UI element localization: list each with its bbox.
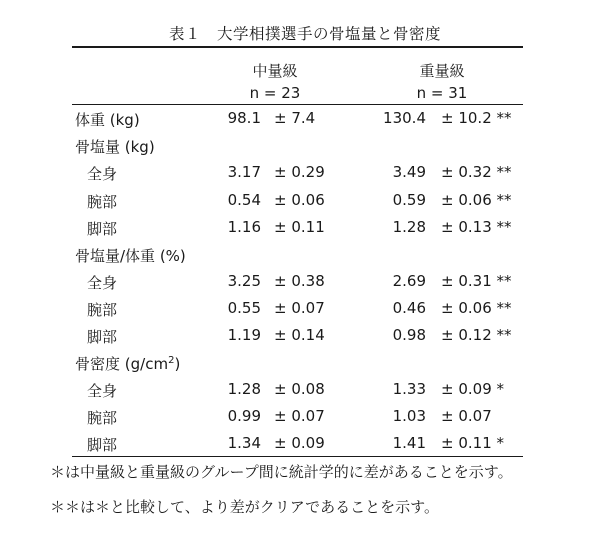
table-row <box>0 109 610 133</box>
sd-heavyweight: ± 0.07 <box>441 407 492 425</box>
mean-middleweight: 0.55 <box>227 299 261 317</box>
mean-middleweight: 1.16 <box>227 218 261 236</box>
table-row <box>0 218 610 242</box>
row-sublabel <box>87 191 117 212</box>
mean-middleweight: 3.25 <box>227 272 261 290</box>
mean-middleweight: 1.34 <box>227 434 261 452</box>
row-label-text: 全身 <box>87 382 118 400</box>
row-sublabel <box>87 218 117 239</box>
mean-heavyweight: 0.98 <box>392 326 426 344</box>
table-row <box>0 407 610 431</box>
sd-heavyweight: ± 0.11 * <box>441 434 505 452</box>
mean-middleweight: 1.19 <box>227 326 261 344</box>
table-row <box>0 434 610 458</box>
row-sublabel <box>87 380 117 401</box>
mean-heavyweight: 1.41 <box>392 434 426 452</box>
row-label-text: 脚部 <box>87 220 118 238</box>
row-sublabel <box>87 407 117 428</box>
row-sublabel <box>87 434 117 455</box>
sd-heavyweight: ± 0.13 ** <box>441 218 512 236</box>
sd-middleweight: ± 7.4 <box>274 109 316 127</box>
row-sublabel <box>87 299 117 320</box>
row-label-text: 骨塩量 (kg) <box>75 138 155 156</box>
mean-middleweight: 0.54 <box>227 191 261 209</box>
top-rule <box>72 46 523 48</box>
mean-heavyweight: 0.46 <box>392 299 426 317</box>
mean-heavyweight: 0.59 <box>392 191 426 209</box>
sd-middleweight: ± 0.14 <box>274 326 325 344</box>
mean-middleweight: 98.1 <box>227 109 261 127</box>
table-row <box>0 299 610 323</box>
sd-middleweight: ± 0.07 <box>274 299 325 317</box>
mean-heavyweight: 1.28 <box>392 218 426 236</box>
mean-middleweight: 0.99 <box>227 407 261 425</box>
row-label-text: 腕部 <box>87 193 118 211</box>
row-label-text: 腕部 <box>87 301 118 319</box>
sd-heavyweight: ± 0.32 ** <box>441 163 512 181</box>
row-label-text: 脚部 <box>87 328 118 346</box>
row-label-superscript: 2 <box>168 355 175 366</box>
sd-heavyweight: ± 0.31 ** <box>441 272 512 290</box>
row-label-text: 骨密度 (g/cm <box>75 355 169 373</box>
table-row <box>0 163 610 187</box>
column-header-middleweight: 中量級 <box>252 62 298 80</box>
sd-heavyweight: ± 0.06 ** <box>441 299 512 317</box>
table-title: 表１ 大学相撲選手の骨塩量と骨密度 <box>168 25 441 43</box>
mean-heavyweight: 1.33 <box>392 380 426 398</box>
mean-heavyweight: 2.69 <box>392 272 426 290</box>
table-row <box>0 380 610 404</box>
table-row <box>0 191 610 215</box>
row-label <box>75 109 140 130</box>
row-sublabel <box>87 272 117 293</box>
row-label-text: 脚部 <box>87 436 118 454</box>
row-sublabel <box>87 163 117 184</box>
footnote-double-asterisk: ＊＊は＊と比較して、より差がクリアであることを示す。 <box>50 498 439 516</box>
mean-middleweight: 3.17 <box>227 163 261 181</box>
header-rule <box>72 104 523 105</box>
sd-middleweight: ± 0.38 <box>274 272 325 290</box>
sd-heavyweight: ± 10.2 ** <box>441 109 512 127</box>
row-label <box>75 353 180 374</box>
row-label-text: 全身 <box>87 274 118 292</box>
table-row <box>0 272 610 296</box>
sd-heavyweight: ± 0.09 * <box>441 380 505 398</box>
mean-heavyweight: 130.4 <box>383 109 426 127</box>
mean-heavyweight: 3.49 <box>392 163 426 181</box>
table-row <box>0 353 610 377</box>
row-label-tail: ) <box>174 355 181 373</box>
mean-middleweight: 1.28 <box>227 380 261 398</box>
sd-heavyweight: ± 0.12 ** <box>441 326 512 344</box>
row-label <box>75 136 155 157</box>
sd-middleweight: ± 0.08 <box>274 380 325 398</box>
column-header-heavyweight: 重量級 <box>419 62 465 80</box>
bottom-rule <box>72 456 523 457</box>
mean-heavyweight: 1.03 <box>392 407 426 425</box>
sd-middleweight: ± 0.09 <box>274 434 325 452</box>
footnote-single-asterisk: ＊は中量級と重量級のグループ間に統計学的に差があることを示す。 <box>50 463 513 481</box>
sd-middleweight: ± 0.11 <box>274 218 325 236</box>
row-label-text: 全身 <box>87 165 118 183</box>
column-n-heavyweight: n = 31 <box>416 84 468 102</box>
table-row <box>0 326 610 350</box>
row-label-text: 体重 (kg) <box>75 111 140 129</box>
row-sublabel <box>87 326 117 347</box>
sd-heavyweight: ± 0.06 ** <box>441 191 512 209</box>
sd-middleweight: ± 0.06 <box>274 191 325 209</box>
sd-middleweight: ± 0.29 <box>274 163 325 181</box>
table-row <box>0 245 610 269</box>
sd-middleweight: ± 0.07 <box>274 407 325 425</box>
column-n-middleweight: n = 23 <box>249 84 301 102</box>
row-label-text: 腕部 <box>87 409 118 427</box>
table-row <box>0 136 610 160</box>
row-label <box>75 245 186 266</box>
row-label-text: 骨塩量/体重 (%) <box>75 247 186 265</box>
